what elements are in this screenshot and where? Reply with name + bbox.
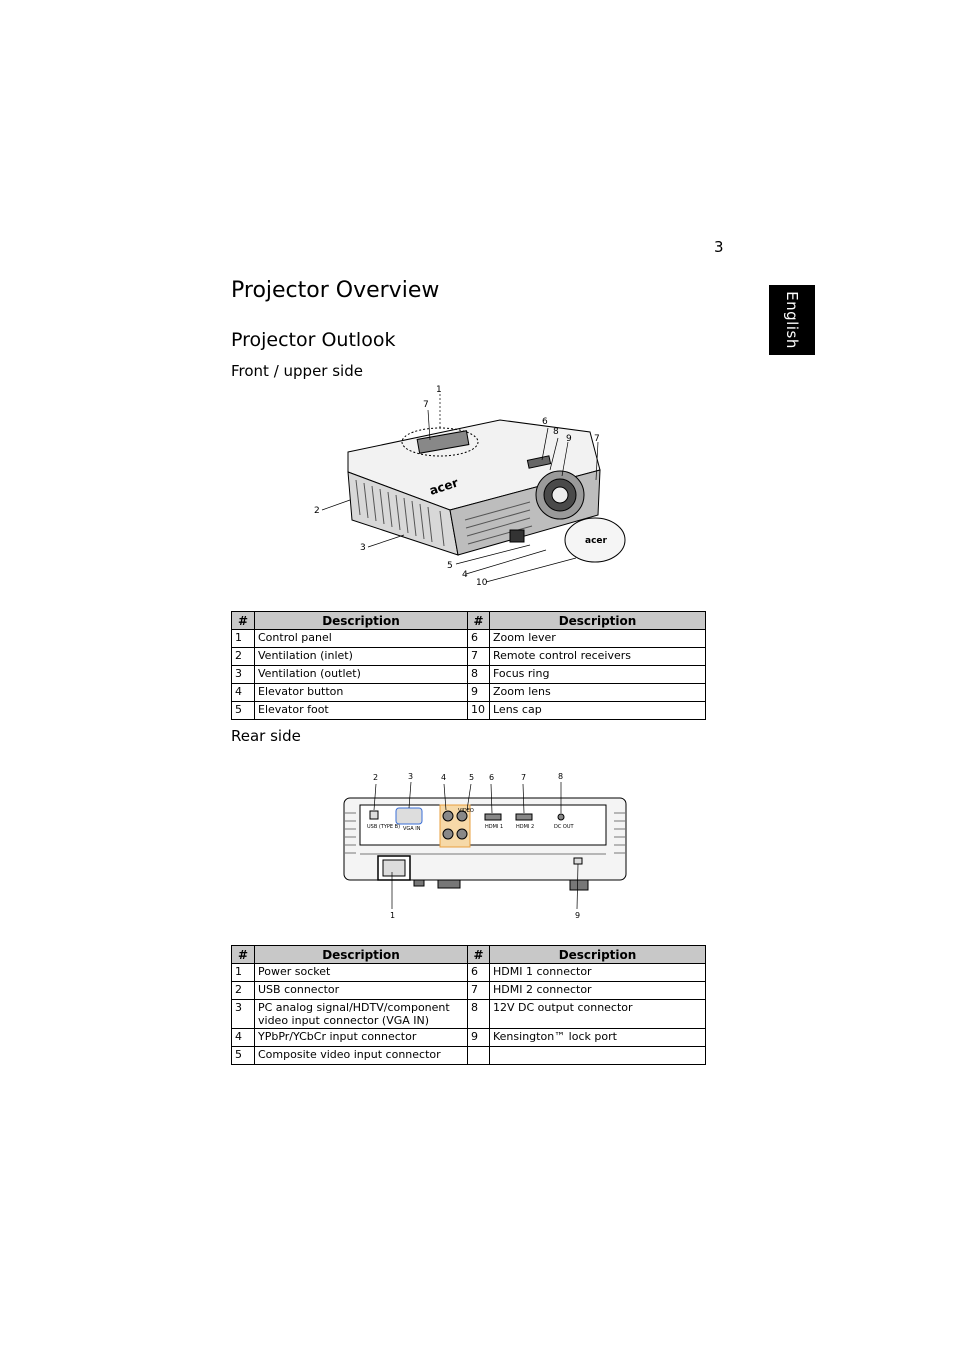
port-label: HDMI 1 [485, 824, 504, 830]
table-cell: Zoom lens [490, 684, 706, 702]
table-header-row [232, 612, 706, 630]
language-tab-label: English [783, 291, 801, 349]
port-label: USB (TYPE B) [367, 824, 401, 830]
col-header: Description [490, 612, 706, 630]
table-cell: 5 [232, 1047, 255, 1065]
svg-text:acer: acer [585, 536, 607, 546]
table-cell: Ventilation (outlet) [255, 666, 468, 684]
table-cell: YPbPr/YCbCr input connector [255, 1029, 468, 1047]
table-cell: USB connector [255, 982, 468, 1000]
table-row [232, 702, 706, 720]
front-side-heading: Front / upper side [231, 362, 363, 380]
table-cell: 7 [468, 982, 490, 1000]
callout: 2 [373, 773, 379, 782]
callout: 5 [447, 561, 453, 571]
table-cell: Elevator button [255, 684, 468, 702]
language-tab [769, 285, 815, 355]
table-cell: 3 [232, 666, 255, 684]
table-cell: 3 [232, 1000, 255, 1029]
table-row [232, 1029, 706, 1047]
callout: 6 [542, 417, 548, 427]
callout: 4 [462, 570, 468, 580]
table-row [232, 982, 706, 1000]
table-row [232, 666, 706, 684]
callout: 10 [476, 578, 488, 588]
table-row [232, 630, 706, 648]
callout: 6 [489, 773, 495, 782]
table-row [232, 684, 706, 702]
table-cell: 6 [468, 964, 490, 982]
table-cell: PC analog signal/HDTV/component video input connector (VGA IN) [255, 1000, 468, 1029]
table-cell: HDMI 1 connector [490, 964, 706, 982]
callout: 4 [441, 773, 447, 782]
col-header: Description [255, 946, 468, 964]
port-label: DC OUT [554, 824, 574, 830]
port-label: VGA IN [403, 826, 421, 832]
rear-description-table [231, 945, 706, 1065]
table-cell: 8 [468, 1000, 490, 1029]
front-description-table [231, 611, 706, 720]
page-number: 3 [714, 238, 724, 256]
table-cell: Focus ring [490, 666, 706, 684]
table-row [232, 648, 706, 666]
table-cell: 7 [468, 648, 490, 666]
table-cell: 12V DC output connector [490, 1000, 706, 1029]
table-header-row [232, 946, 706, 964]
table-cell: Ventilation (inlet) [255, 648, 468, 666]
section-title: Projector Outlook [231, 329, 396, 351]
table-cell: 4 [232, 1029, 255, 1047]
table-cell: 2 [232, 982, 255, 1000]
table-row [232, 964, 706, 982]
table-cell: 4 [232, 684, 255, 702]
callout: 8 [558, 772, 564, 781]
table-row [232, 1000, 706, 1029]
page-title: Projector Overview [231, 278, 440, 303]
projector-rear-illustration [330, 768, 640, 923]
callout: 3 [360, 543, 366, 553]
port-label: VIDEO [458, 808, 474, 814]
col-header: # [468, 612, 490, 630]
table-row [232, 1047, 706, 1065]
table-cell: 2 [232, 648, 255, 666]
table-cell [490, 1047, 706, 1065]
table-cell: 1 [232, 964, 255, 982]
table-cell: Lens cap [490, 702, 706, 720]
table-cell: 8 [468, 666, 490, 684]
port-label: HDMI 2 [516, 824, 535, 830]
table-cell: 5 [232, 702, 255, 720]
callout: 3 [408, 772, 414, 781]
projector-front-illustration [300, 380, 660, 590]
col-header: Description [255, 612, 468, 630]
table-cell: Zoom lever [490, 630, 706, 648]
table-cell: HDMI 2 connector [490, 982, 706, 1000]
table-cell: Composite video input connector [255, 1047, 468, 1065]
rear-side-heading: Rear side [231, 727, 301, 745]
table-cell: 10 [468, 702, 490, 720]
table-cell: 1 [232, 630, 255, 648]
svg-text:acer: acer [427, 475, 460, 498]
callout: 1 [436, 385, 442, 395]
callout: 2 [314, 506, 320, 516]
callout: 1 [390, 911, 396, 920]
table-cell: Power socket [255, 964, 468, 982]
col-header: # [468, 946, 490, 964]
col-header: # [232, 946, 255, 964]
col-header: # [232, 612, 255, 630]
callout: 7 [423, 400, 429, 410]
callout: 5 [469, 773, 475, 782]
callout: 7 [594, 434, 600, 444]
table-cell: 6 [468, 630, 490, 648]
table-cell: Elevator foot [255, 702, 468, 720]
table-cell [468, 1047, 490, 1065]
table-cell: Kensington™ lock port [490, 1029, 706, 1047]
callout: 7 [521, 773, 527, 782]
callout: 9 [575, 911, 581, 920]
callout: 8 [553, 427, 559, 437]
table-cell: Remote control receivers [490, 648, 706, 666]
table-cell: 9 [468, 684, 490, 702]
callout: 9 [566, 434, 572, 444]
table-cell: 9 [468, 1029, 490, 1047]
col-header: Description [490, 946, 706, 964]
table-cell: Control panel [255, 630, 468, 648]
